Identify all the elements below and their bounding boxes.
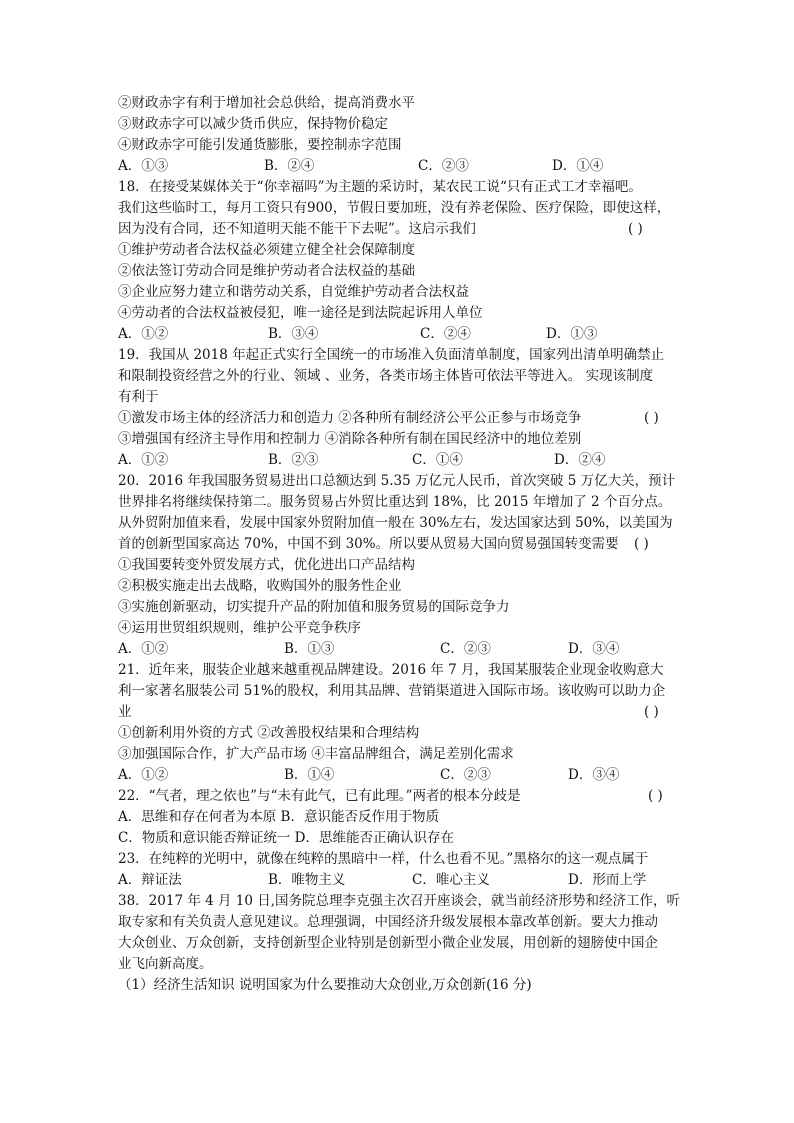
text-line: ③实施创新驱动，切实提升产品的附加值和服务贸易的国际竞争力 xyxy=(118,599,510,615)
option-b: B．①④ xyxy=(284,767,335,783)
text-line: ③加强国际合作，扩大产品市场 ④丰富品牌组合，满足差别化需求 xyxy=(118,746,514,762)
option-d: D．②④ xyxy=(554,452,606,468)
option-a: A．①② xyxy=(118,326,169,342)
text-line: 利一家著名服装公司 51%的股权，利用其品牌、营销渠道进入国际市场。该收购可以助力企 xyxy=(118,683,666,699)
text-line: ③增强国有经济主导作用和控制力 ④消除各种所有制在国民经济中的地位差别 xyxy=(118,431,582,447)
option-d: D．③④ xyxy=(568,641,620,657)
option-d: D．①③ xyxy=(546,326,598,342)
text-line: ③企业应努力建立和谐劳动关系，自觉维护劳动者合法权益 xyxy=(118,284,469,300)
option-a: A．①② xyxy=(118,452,169,468)
option-b: B．②④ xyxy=(264,158,315,174)
text-line: ①激发市场主体的经济活力和创造力 ②各种所有制经济公平公正参与市场竞争 xyxy=(118,410,582,426)
text-line: ②积极实施走出去战略，收购国外的服务性企业 xyxy=(118,578,402,594)
text-line: 和限制投资经营之外的行业、领域 、业务，各类市场主体皆可依法平等进入。 实现该制度 xyxy=(118,368,654,384)
option-c: C．②③ xyxy=(418,158,469,174)
text-line: 业飞向新高度。 xyxy=(118,956,213,972)
option-c: C．②③ xyxy=(440,767,491,783)
text-line: 首的创新型国家高达 70%，中国不到 30%。所以要从贸易大国向贸易强国转变需要 xyxy=(118,536,619,552)
text-line: 世界排名将继续保持第二。服务贸易占外贸比重达到 18%，比 2015 年增加了 2 个百分点。 xyxy=(118,494,672,510)
text-line: ②财政赤字有利于增加社会总供给，提高消费水平 xyxy=(118,95,415,111)
text-line: C．物质和意识能否辩证统一 D．思维能否正确认识存在 xyxy=(118,830,454,846)
question-18-text: 18．在接受某媒体关于“你幸福吗”为主题的采访时，某农民工说“只有正式工才幸福吧。 xyxy=(118,179,642,195)
answer-bracket: ( ) xyxy=(628,221,643,237)
option-d: D．③④ xyxy=(568,767,620,783)
text-line: 业 xyxy=(118,704,132,720)
option-b: B．①③ xyxy=(284,641,335,657)
text-line: ①维护劳动者合法权益必须建立健全社会保障制度 xyxy=(118,242,415,258)
option-a: A．①② xyxy=(118,641,169,657)
question-38-subquestion: （1）经济生活知识 说明国家为什么要推动大众创业,万众创新(16 分) xyxy=(118,977,532,993)
text-line: ④财政赤字可能引发通货膨胀，要控制赤字范围 xyxy=(118,137,402,153)
text-line: 大众创业、万众创新，支持创新型企业特别是创新型小微企业发展，用创新的翅膀使中国企 xyxy=(118,935,658,951)
option-d: D．①④ xyxy=(552,158,604,174)
answer-bracket: ( ) xyxy=(634,536,649,552)
answer-bracket: ( ) xyxy=(644,704,659,720)
question-23-text: 23．在纯粹的光明中，就像在纯粹的黑暗中一样，什么也看不见。”黑格尔的这一观点属于 xyxy=(118,851,649,867)
option-c: C．②③ xyxy=(440,641,491,657)
option-b: B．③④ xyxy=(268,326,319,342)
question-21-text: 21．近年来，服装企业越来越重视品牌建设。2016 年 7 月，我国某服装企业现金收购意大 xyxy=(118,662,664,678)
text-line: ④运用世贸组织规则，维护公平竞争秩序 xyxy=(118,620,361,636)
question-19-text: 19．我国从 2018 年起正式实行全国统一的市场准入负面清单制度，国家列出清单明确禁止 xyxy=(118,347,665,363)
option-a: A．①③ xyxy=(118,158,169,174)
option-a: A．辩证法 xyxy=(118,872,182,888)
text-line: 取专家和有关负责人意见建议。总理强调，中国经济升级发展根本靠改革创新。要大力推动 xyxy=(118,914,658,930)
answer-bracket: ( ) xyxy=(644,410,659,426)
option-c: C．①④ xyxy=(412,452,463,468)
question-22-text: 22．“气者，理之依也”与“未有此气，已有此理。”两者的根本分歧是 xyxy=(118,788,521,804)
text-line: ④劳动者的合法权益被侵犯，唯一途径是到法院起诉用人单位 xyxy=(118,305,483,321)
text-line: A．思维和存在何者为本原 B．意识能否反作用于物质 xyxy=(118,809,439,825)
option-b: B．②③ xyxy=(268,452,319,468)
option-c: C．②④ xyxy=(420,326,471,342)
text-line: ①创新利用外资的方式 ②改善股权结果和合理结构 xyxy=(118,725,420,741)
text-line: 因为没有合同，还不知道明天能不能干下去呢”。这启示我们 xyxy=(118,221,476,237)
option-c: C．唯心主义 xyxy=(412,872,490,888)
option-b: B．唯物主义 xyxy=(268,872,346,888)
option-d: D．形而上学 xyxy=(568,872,647,888)
question-38-text: 38．2017 年 4 月 10 日,国务院总理李克强主次召开座谈会，就当前经济形势和经济工作，听 xyxy=(118,893,681,909)
option-a: A．①② xyxy=(118,767,169,783)
text-line: 我们这些临时工，每月工资只有900，节假日要加班，没有养老保险、医疗保险，即使这样， xyxy=(118,200,671,216)
text-line: 有利于 xyxy=(118,389,159,405)
text-line: 从外贸附加值来看，发展中国家外贸附加值一般在 30%左右，发达国家达到 50%，以美国为 xyxy=(118,515,673,531)
text-line: ①我国要转变外贸发展方式，优化进出口产品结构 xyxy=(118,557,415,573)
answer-bracket: ( ) xyxy=(648,788,663,804)
text-line: ③财政赤字可以减少货币供应，保持物价稳定 xyxy=(118,116,388,132)
text-line: ②依法签订劳动合同是维护劳动者合法权益的基础 xyxy=(118,263,415,279)
question-20-text: 20．2016 年我国服务贸易进出口总额达到 5.35 万亿元人民币，首次突破 5 万亿大关，预计 xyxy=(118,473,676,489)
